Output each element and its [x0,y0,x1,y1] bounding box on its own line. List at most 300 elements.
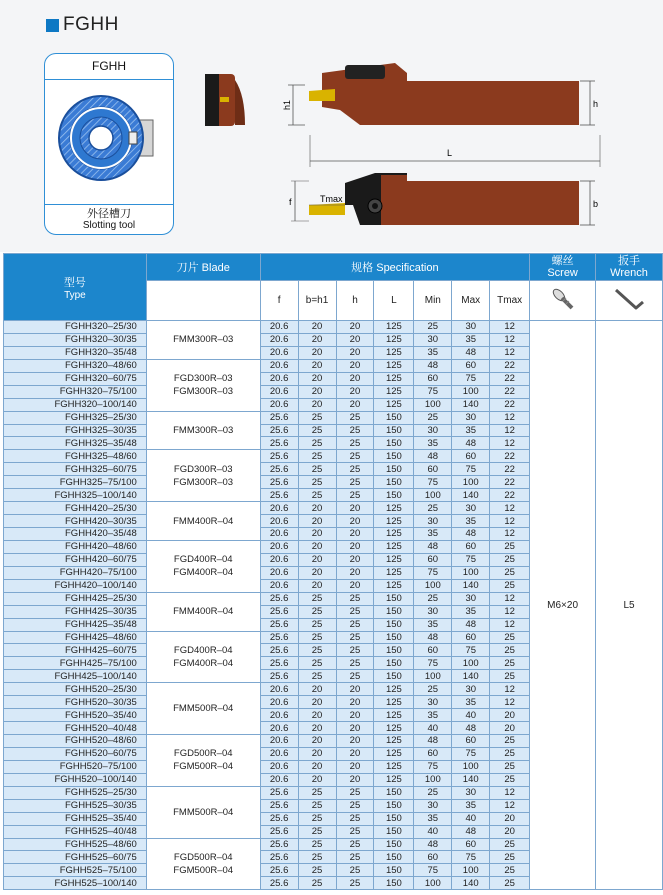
col-L: L [374,281,414,321]
spec-cell: 48 [414,735,452,748]
spec-cell: 20 [298,709,336,722]
spec-cell: 150 [374,605,414,618]
spec-cell: 150 [374,450,414,463]
spec-cell: 25 [336,463,374,476]
spec-cell: 12 [490,683,530,696]
spec-cell: 150 [374,618,414,631]
type-cell: FGHH520–40/48 [4,722,147,735]
spec-cell: 25 [298,851,336,864]
blade-cell: FGD300R–03 FGM300R–03 [146,450,260,502]
blade-cell: FGD500R–04 FGM500R–04 [146,838,260,890]
spec-cell: 150 [374,437,414,450]
spec-cell: 25 [336,450,374,463]
spec-cell: 25.6 [260,411,298,424]
col-f: f [260,281,298,321]
spec-cell: 20.6 [260,579,298,592]
spec-cell: 150 [374,812,414,825]
spec-cell: 30 [414,424,452,437]
spec-cell: 20 [298,333,336,346]
spec-cell: 20 [490,709,530,722]
spec-cell: 150 [374,631,414,644]
spec-cell: 25.6 [260,489,298,502]
screw-icon-cell [530,281,596,321]
spec-cell: 20 [298,747,336,760]
spec-cell: 22 [490,450,530,463]
spec-cell: 20 [298,346,336,359]
spec-cell: 25 [414,786,452,799]
spec-cell: 20.6 [260,321,298,334]
spec-cell: 20 [298,398,336,411]
type-cell: FGHH520–35/40 [4,709,147,722]
spec-cell: 25 [298,605,336,618]
spec-cell: 25 [490,747,530,760]
spec-cell: 25 [298,799,336,812]
spec-cell: 20.6 [260,773,298,786]
spec-cell: 20 [336,502,374,515]
spec-cell: 25 [298,411,336,424]
col-max: Max [452,281,490,321]
type-cell: FGHH425–35/48 [4,618,147,631]
spec-cell: 75 [414,760,452,773]
spec-cell: 150 [374,592,414,605]
spec-cell: 25 [490,838,530,851]
spec-cell: 75 [452,372,490,385]
spec-cell: 20 [298,321,336,334]
spec-cell: 25 [414,683,452,696]
end-view [205,74,245,126]
spec-cell: 25.6 [260,799,298,812]
spec-cell: 150 [374,864,414,877]
spec-cell: 25 [414,592,452,605]
col-min: Min [414,281,452,321]
type-cell: FGHH425–60/75 [4,644,147,657]
spec-cell: 25.6 [260,657,298,670]
spec-cell: 25.6 [260,605,298,618]
spec-cell: 25 [336,489,374,502]
b-label: b [593,199,599,209]
spec-cell: 25 [336,424,374,437]
type-cell: FGHH320–48/60 [4,359,147,372]
spec-cell: 48 [414,540,452,553]
spec-cell: 25.6 [260,463,298,476]
col-b-h1: b=h1 [298,281,336,321]
spec-cell: 75 [452,851,490,864]
spec-cell: 30 [414,605,452,618]
spec-cell: 25.6 [260,786,298,799]
spec-cell: 25 [490,566,530,579]
side-view [282,63,598,125]
spec-cell: 48 [452,437,490,450]
type-cell: FGHH525–30/35 [4,799,147,812]
type-cell: FGHH520–25/30 [4,683,147,696]
spec-cell: 20 [336,773,374,786]
spec-cell: 20 [336,385,374,398]
spec-cell: 25 [336,786,374,799]
spec-cell: 20 [336,540,374,553]
spec-cell: 25 [298,618,336,631]
type-cell: FGHH420–30/35 [4,515,147,528]
spec-cell: 12 [490,346,530,359]
spec-cell: 35 [414,528,452,541]
spec-cell: 22 [490,398,530,411]
spec-cell: 48 [452,346,490,359]
spec-cell: 25 [336,838,374,851]
spec-cell: 20 [490,722,530,735]
spec-cell: 125 [374,579,414,592]
spec-cell: 20 [336,398,374,411]
spec-cell: 25.6 [260,476,298,489]
type-cell: FGHH320–30/35 [4,333,147,346]
col-tmax: Tmax [490,281,530,321]
type-cell: FGHH525–60/75 [4,851,147,864]
spec-cell: 150 [374,644,414,657]
spec-cell: 100 [414,773,452,786]
L-label: L [447,148,453,158]
type-cell: FGHH420–48/60 [4,540,147,553]
type-cell: FGHH420–75/100 [4,566,147,579]
spec-cell: 20.6 [260,540,298,553]
spec-cell: 75 [414,864,452,877]
spec-cell: 60 [452,631,490,644]
spec-cell: 25.6 [260,437,298,450]
spec-cell: 25 [336,657,374,670]
spec-cell: 48 [414,631,452,644]
spec-cell: 25 [298,877,336,890]
blade-cell: FMM300R–03 [146,321,260,360]
spec-cell: 25 [490,735,530,748]
type-cell: FGHH420–25/30 [4,502,147,515]
spec-cell: 35 [452,605,490,618]
spec-cell: 40 [414,825,452,838]
spec-cell: 25 [490,773,530,786]
type-cell: FGHH520–60/75 [4,747,147,760]
spec-cell: 22 [490,476,530,489]
spec-cell: 25 [298,812,336,825]
spec-cell: 12 [490,502,530,515]
type-cell: FGHH525–48/60 [4,838,147,851]
spec-cell: 20 [336,683,374,696]
spec-cell: 20 [336,696,374,709]
spec-cell: 150 [374,476,414,489]
spec-cell: 25 [336,592,374,605]
spec-cell: 20 [336,579,374,592]
screw-header: 螺丝 Screw [530,254,596,281]
spec-cell: 25 [336,851,374,864]
blade-cell: FMM300R–03 [146,411,260,450]
spec-cell: 48 [414,359,452,372]
spec-cell: 12 [490,528,530,541]
spec-cell: 25 [414,321,452,334]
type-cell: FGHH520–30/35 [4,696,147,709]
spec-cell: 20.6 [260,735,298,748]
spec-cell: 20.6 [260,747,298,760]
spec-cell: 25.6 [260,644,298,657]
spec-cell: 140 [452,670,490,683]
spec-cell: 100 [414,398,452,411]
spec-cell: 30 [414,696,452,709]
spec-cell: 20.6 [260,760,298,773]
spec-cell: 150 [374,786,414,799]
spec-cell: 20 [298,372,336,385]
spec-cell: 20 [298,502,336,515]
spec-cell: 40 [414,722,452,735]
spec-cell: 25.6 [260,670,298,683]
spec-cell: 30 [452,786,490,799]
spec-cell: 25 [336,799,374,812]
spec-cell: 150 [374,799,414,812]
spec-header: 规格 Specification [260,254,530,281]
spec-cell: 20 [298,735,336,748]
spec-cell: 20 [336,528,374,541]
spec-cell: 60 [414,851,452,864]
spec-cell: 60 [452,540,490,553]
spec-cell: 20.6 [260,528,298,541]
spec-cell: 20.6 [260,502,298,515]
spec-cell: 20 [490,812,530,825]
spec-cell: 12 [490,799,530,812]
blade-cell: FGD500R–04 FGM500R–04 [146,735,260,787]
type-cell: FGHH325–35/48 [4,437,147,450]
col-h: h [336,281,374,321]
spec-cell: 60 [452,838,490,851]
card-title: FGHH [45,54,173,80]
spec-cell: 150 [374,489,414,502]
spec-cell: 30 [414,515,452,528]
top-view [289,173,598,225]
type-cell: FGHH425–100/140 [4,670,147,683]
spec-cell: 125 [374,515,414,528]
spec-cell: 20 [298,579,336,592]
spec-cell: 20.6 [260,359,298,372]
spec-cell: 25 [414,411,452,424]
blade-subheader [146,281,260,321]
spec-cell: 25 [298,631,336,644]
spec-cell: 48 [452,618,490,631]
spec-cell: 140 [452,877,490,890]
tool-type-card [44,53,174,235]
spec-cell: 125 [374,333,414,346]
spec-cell: 25.6 [260,812,298,825]
screw-cell: M6×20 [530,321,596,890]
spec-cell: 30 [414,799,452,812]
spec-cell: 60 [414,553,452,566]
spec-cell: 25 [490,631,530,644]
wrench-icon [612,286,646,312]
spec-cell: 60 [414,463,452,476]
type-cell: FGHH420–100/140 [4,579,147,592]
spec-cell: 20 [336,333,374,346]
spec-cell: 25 [490,864,530,877]
spec-cell: 20.6 [260,696,298,709]
type-cell: FGHH320–75/100 [4,385,147,398]
type-cell: FGHH425–30/35 [4,605,147,618]
spec-cell: 25 [336,618,374,631]
spec-cell: 25 [298,424,336,437]
spec-cell: 12 [490,321,530,334]
spec-cell: 25 [298,644,336,657]
type-cell: FGHH520–48/60 [4,735,147,748]
spec-cell: 22 [490,372,530,385]
type-cell: FGHH525–40/48 [4,825,147,838]
spec-cell: 35 [414,812,452,825]
spec-cell: 100 [452,864,490,877]
spec-cell: 20 [298,696,336,709]
spec-cell: 150 [374,657,414,670]
spec-cell: 100 [452,566,490,579]
spec-cell: 25 [490,553,530,566]
type-cell: FGHH320–35/48 [4,346,147,359]
spec-cell: 100 [414,579,452,592]
spec-cell: 150 [374,877,414,890]
spec-cell: 100 [452,657,490,670]
spec-cell: 48 [452,528,490,541]
type-cell: FGHH525–100/140 [4,877,147,890]
spec-cell: 20.6 [260,372,298,385]
spec-cell: 25 [298,463,336,476]
spec-cell: 12 [490,696,530,709]
type-cell: FGHH325–48/60 [4,450,147,463]
spec-cell: 25 [298,657,336,670]
spec-cell: 48 [414,450,452,463]
spec-cell: 125 [374,566,414,579]
spec-cell: 60 [414,644,452,657]
spec-cell: 125 [374,553,414,566]
spec-cell: 25 [336,411,374,424]
spec-cell: 140 [452,579,490,592]
spec-cell: 150 [374,670,414,683]
spec-cell: 30 [452,321,490,334]
spec-cell: 150 [374,463,414,476]
tool-dimension-drawing [185,55,615,240]
wrench-header: 扳手 Wrench [596,254,663,281]
spec-cell: 140 [452,398,490,411]
spec-cell: 35 [414,346,452,359]
spec-cell: 25 [298,450,336,463]
spec-cell: 12 [490,618,530,631]
spec-cell: 125 [374,359,414,372]
spec-cell: 22 [490,489,530,502]
spec-cell: 22 [490,359,530,372]
spec-cell: 125 [374,683,414,696]
type-header: 型号 Type [4,254,147,321]
spec-cell: 20.6 [260,553,298,566]
spec-cell: 60 [414,747,452,760]
spec-cell: 30 [452,502,490,515]
spec-cell: 20.6 [260,515,298,528]
slotting-tool-icon [53,88,165,198]
spec-cell: 25 [490,579,530,592]
spec-cell: 20 [336,722,374,735]
spec-cell: 25 [298,437,336,450]
spec-cell: 150 [374,411,414,424]
title-marker-icon [46,19,59,32]
header-panel [0,0,663,252]
spec-cell: 25.6 [260,864,298,877]
spec-cell: 25 [336,605,374,618]
spec-cell: 125 [374,709,414,722]
spec-cell: 20 [336,372,374,385]
spec-cell: 25.6 [260,631,298,644]
spec-cell: 25 [298,476,336,489]
type-cell: FGHH320–100/140 [4,398,147,411]
spec-cell: 75 [414,385,452,398]
spec-cell: 125 [374,502,414,515]
spec-cell: 60 [414,372,452,385]
spec-cell: 20.6 [260,346,298,359]
spec-cell: 75 [452,553,490,566]
spec-cell: 35 [452,696,490,709]
spec-cell: 100 [414,489,452,502]
spec-cell: 30 [452,592,490,605]
spec-cell: 20 [298,359,336,372]
card-caption: 外径槽刀 Slotting tool [45,204,173,232]
spec-cell: 20 [298,528,336,541]
spec-cell: 25 [336,631,374,644]
spec-cell: 48 [414,838,452,851]
spec-cell: 25 [298,786,336,799]
type-cell: FGHH320–60/75 [4,372,147,385]
type-cell: FGHH325–25/30 [4,411,147,424]
spec-cell: 20 [336,709,374,722]
spec-cell: 75 [414,476,452,489]
spec-table [3,253,663,890]
type-cell: FGHH325–30/35 [4,424,147,437]
spec-cell: 22 [490,385,530,398]
blade-cell: FMM500R–04 [146,786,260,838]
spec-cell: 125 [374,773,414,786]
spec-cell: 150 [374,838,414,851]
spec-cell: 125 [374,747,414,760]
type-cell: FGHH325–100/140 [4,489,147,502]
spec-cell: 20 [490,825,530,838]
spec-cell: 12 [490,411,530,424]
spec-cell: 140 [452,489,490,502]
spec-cell: 25 [336,825,374,838]
type-cell: FGHH425–25/30 [4,592,147,605]
spec-cell: 25 [336,864,374,877]
spec-table-body [4,321,663,890]
spec-cell: 25 [336,476,374,489]
spec-cell: 25 [490,644,530,657]
type-cell: FGHH325–60/75 [4,463,147,476]
spec-cell: 25.6 [260,877,298,890]
spec-cell: 25.6 [260,838,298,851]
spec-cell: 75 [452,747,490,760]
spec-cell: 25.6 [260,450,298,463]
spec-cell: 125 [374,398,414,411]
spec-cell: 25 [336,437,374,450]
spec-cell: 125 [374,321,414,334]
spec-cell: 25 [298,592,336,605]
spec-cell: 30 [452,683,490,696]
spec-cell: 12 [490,515,530,528]
spec-cell: 20.6 [260,398,298,411]
spec-cell: 75 [452,644,490,657]
spec-cell: 20.6 [260,566,298,579]
spec-cell: 25 [490,657,530,670]
spec-cell: 125 [374,722,414,735]
spec-cell: 25 [490,877,530,890]
spec-cell: 20.6 [260,683,298,696]
h1-label: h1 [282,99,292,110]
spec-cell: 12 [490,592,530,605]
type-cell: FGHH425–48/60 [4,631,147,644]
spec-cell: 125 [374,385,414,398]
spec-cell: 100 [452,385,490,398]
spec-cell: 125 [374,346,414,359]
type-cell: FGHH320–25/30 [4,321,147,334]
spec-cell: 75 [414,566,452,579]
